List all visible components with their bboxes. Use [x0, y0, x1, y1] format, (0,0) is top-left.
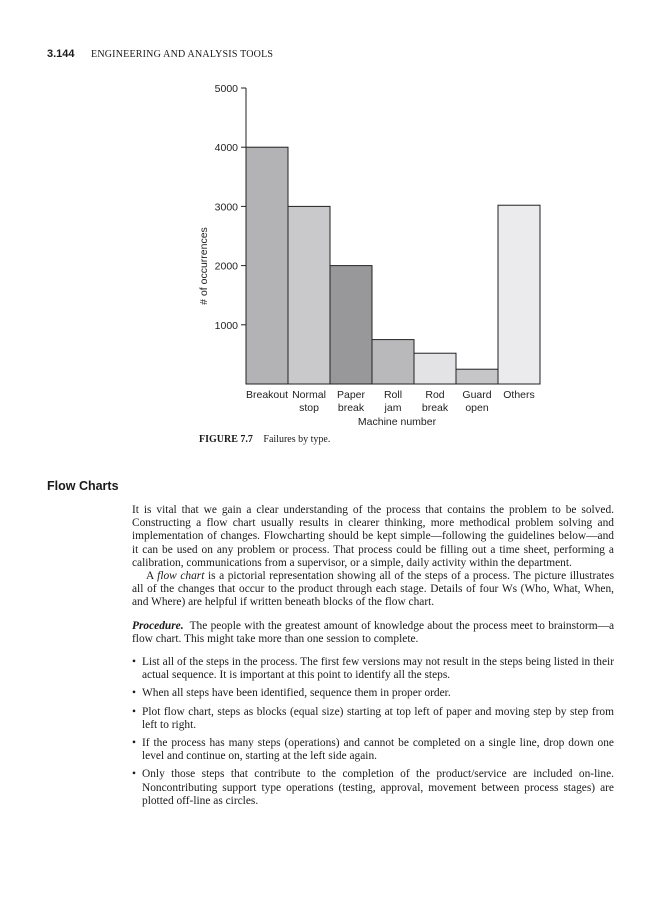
- category-label: Others: [503, 389, 535, 401]
- category-label: Paper: [336, 389, 366, 401]
- page-number: 3.144: [47, 48, 75, 60]
- list-item: [132, 768, 614, 808]
- y-tick-label: 3000: [214, 201, 238, 214]
- category-label: break: [421, 402, 449, 414]
- figure-label: FIGURE 7.7: [199, 434, 253, 445]
- list-item-text: When all steps have been identified, sequence them in proper order.: [142, 687, 451, 700]
- bar-normal-stop: [288, 206, 330, 384]
- list-item-text: Only those steps that contribute to the completion of the product/service are included on-line. Noncontributing support type operations (testing, approval, movement between process stages) are plotted off-line as circles.: [142, 768, 614, 807]
- procedure-text: The people with the greatest amount of knowledge about the process meet to brainstorm—a flow chart. This might take more than one session to complete.: [132, 619, 614, 645]
- bar-paper-break: [330, 266, 372, 384]
- list-item-text: If the process has many steps (operations) and cannot be completed on a single line, drop down one level and continue on, starting at the left side again.: [142, 737, 614, 763]
- bar-rod-break: [414, 353, 456, 384]
- section-body: [132, 504, 614, 813]
- paragraph-1: It is vital that we gain a clear understanding of the process that contains the problem to be solved. Constructing a flow chart usually results in clearer thinking, more methodical problem solving and implementation of changes. Flowcharting should be kept simple—following the guidelines below—and it can be used on any problem or process. That process could be filling out a time sheet, performing a calibration, communications from a supervisor, or a simple, daily activity within the department.: [132, 504, 614, 569]
- category-label: jam: [384, 402, 402, 414]
- y-tick-label: 4000: [214, 142, 238, 155]
- flow-chart-term: flow chart: [157, 570, 205, 583]
- bullet-icon: •: [132, 705, 136, 718]
- bar-others: [498, 205, 540, 384]
- failures-bar-chart: [180, 78, 560, 430]
- bullet-icon: •: [132, 768, 136, 781]
- paragraph-2-prefix: A: [146, 570, 158, 583]
- list-item: [132, 737, 614, 763]
- bar-breakout: [246, 147, 288, 384]
- list-item: [132, 656, 614, 682]
- y-axis-label: # of occurrences: [198, 227, 210, 305]
- list-item: [132, 706, 614, 732]
- category-label: open: [465, 402, 489, 414]
- bar-guard-open: [456, 369, 498, 384]
- procedure-paragraph: [132, 620, 614, 646]
- section-title: Flow Charts: [47, 479, 119, 493]
- category-label: Breakout: [245, 389, 289, 401]
- category-label: stop: [299, 402, 319, 414]
- list-item-text: List all of the steps in the process. The first few versions may not result in the steps being listed in their actual sequence. It is important at this point to identify all the steps.: [142, 656, 614, 682]
- y-tick-label: 2000: [214, 260, 238, 273]
- list-item-text: Plot flow chart, steps as blocks (equal size) starting at top left of paper and moving step by step from left to right.: [142, 705, 614, 731]
- category-label: Normal: [292, 389, 326, 401]
- category-label: Rod: [425, 389, 445, 401]
- bullet-icon: •: [132, 656, 136, 669]
- procedure-steps-list: [132, 656, 614, 808]
- x-axis-label: Machine number: [357, 416, 437, 428]
- list-item: [132, 687, 614, 700]
- bullet-icon: •: [132, 737, 136, 750]
- paragraph-2: [132, 570, 614, 610]
- category-label: Roll: [383, 389, 403, 401]
- y-tick-label: 5000: [214, 83, 238, 95]
- running-title: ENGINEERING AND ANALYSIS TOOLS: [91, 49, 274, 60]
- bullet-icon: •: [132, 687, 136, 700]
- paragraph-2-rest: is a pictorial representation showing all of the steps of a process. The picture illustrates all of the changes that occur to the product through each stage. Details of four Ws (Who, What, When, and Where) are helpful if written beneath blocks of the flow chart.: [132, 570, 615, 609]
- category-label: break: [337, 402, 365, 414]
- procedure-label: Procedure.: [132, 619, 184, 632]
- figure-caption: [199, 434, 330, 445]
- running-header: [47, 48, 273, 60]
- bar-roll-jam: [372, 340, 414, 384]
- figure-caption-text: Failures by type.: [263, 434, 331, 445]
- category-label: Guard: [462, 389, 492, 401]
- y-tick-label: 1000: [214, 319, 238, 332]
